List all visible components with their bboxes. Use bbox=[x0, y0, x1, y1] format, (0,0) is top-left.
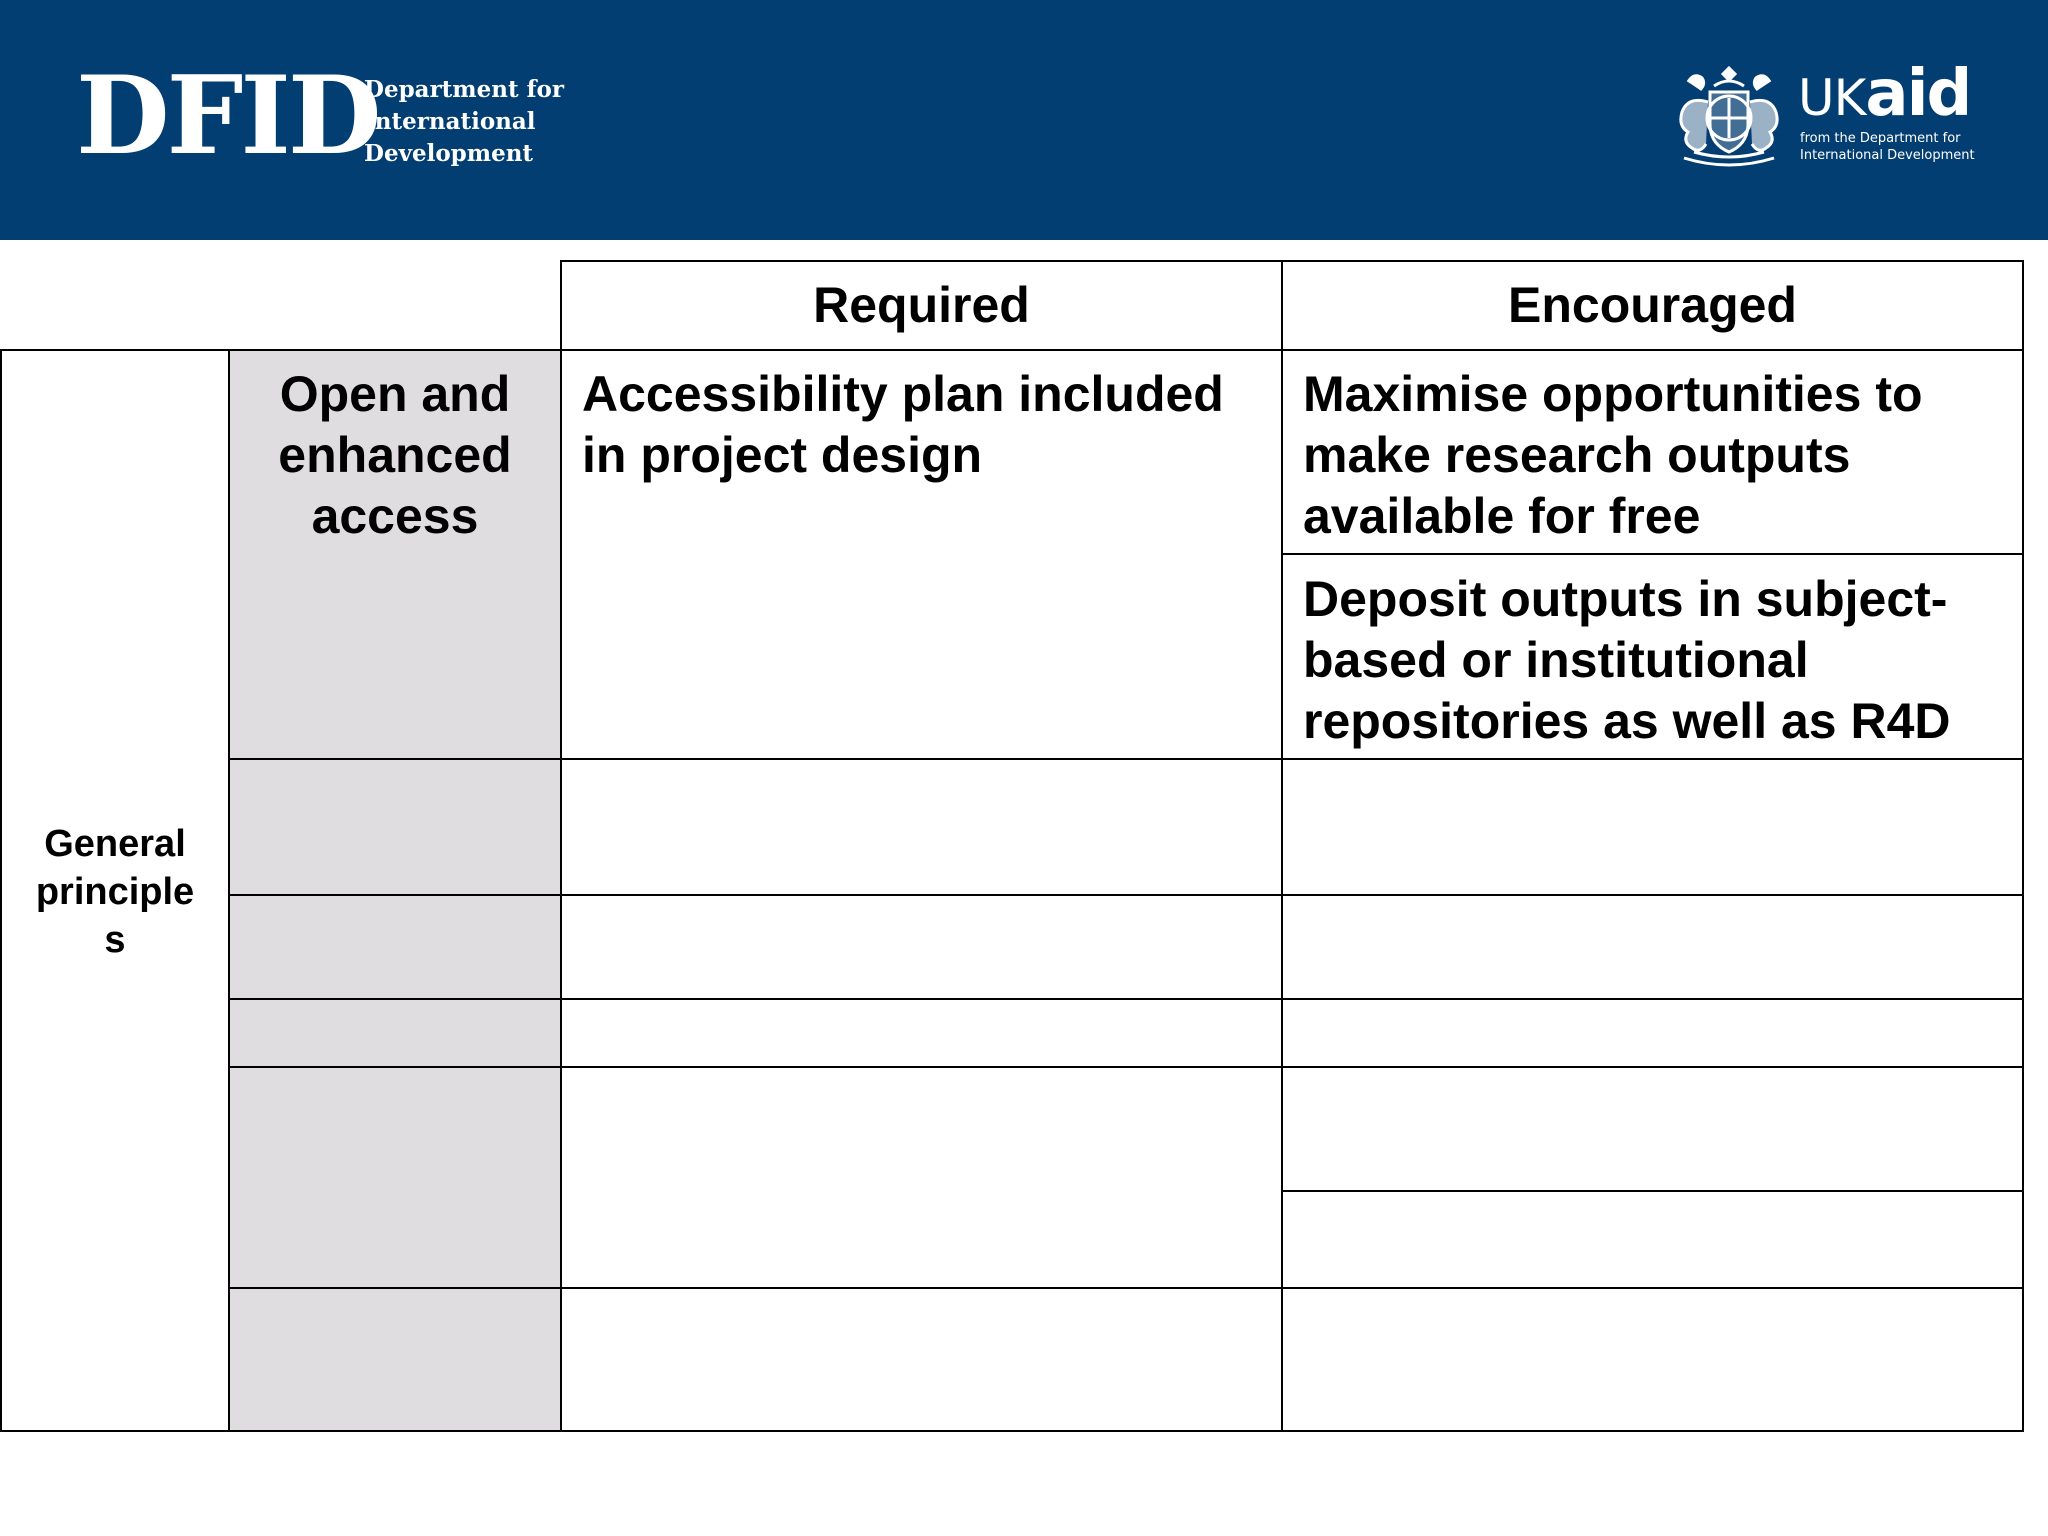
encouraged-cell-maximise-opportunities: Maximise opportunities to make research outputs available for free bbox=[1303, 366, 1923, 544]
encouraged-sub-separator bbox=[1281, 553, 2024, 555]
ukaid-tagline: from the Department for International Development bbox=[1800, 131, 1975, 163]
row-separator bbox=[228, 758, 2024, 760]
table-bottom-border bbox=[0, 1430, 2024, 1432]
row-separator bbox=[228, 894, 2024, 896]
row-separator bbox=[228, 998, 2024, 1000]
row-label-open-access: Open and enhanced access bbox=[278, 366, 512, 544]
encouraged-cell-deposit-outputs: Deposit outputs in subject- based or institutional repositories as well as R4D bbox=[1303, 571, 1951, 749]
required-cell-accessibility-plan: Accessibility plan included in project design bbox=[582, 366, 1224, 483]
column-header-required: Required bbox=[813, 277, 1030, 333]
label-divider bbox=[560, 260, 562, 1432]
royal-coat-of-arms-icon bbox=[1670, 62, 1788, 170]
dfid-logo-subtitle: Department for International Development bbox=[364, 76, 564, 167]
column-header-encouraged: Encouraged bbox=[1508, 277, 1797, 333]
ukaid-logo bbox=[1670, 57, 1975, 178]
encouraged-sub-separator bbox=[1281, 1190, 2024, 1192]
section-label-general-principles: General principle s bbox=[35, 823, 195, 961]
required-divider bbox=[1281, 260, 1283, 1432]
table-right-border bbox=[2022, 260, 2024, 1432]
ukaid-wordmark: UKaid bbox=[1798, 57, 1971, 131]
table-top-border bbox=[560, 260, 2024, 262]
header-bottom-border bbox=[0, 349, 2024, 351]
row-separator bbox=[228, 1066, 2024, 1068]
row-separator bbox=[228, 1287, 2024, 1289]
dfid-logo: DFID bbox=[76, 53, 379, 179]
header-banner bbox=[0, 0, 2048, 240]
